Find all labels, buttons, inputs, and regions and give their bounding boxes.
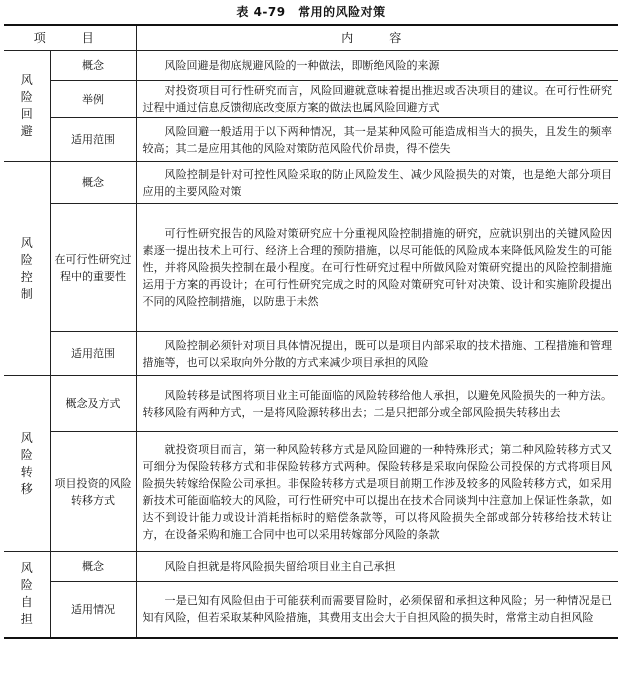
category-char: 移	[20, 481, 33, 496]
item-cell: 概念	[50, 51, 136, 81]
item-cell: 概念	[50, 162, 136, 204]
category-char: 险	[20, 447, 33, 462]
category-char: 风	[20, 235, 33, 250]
category-char: 担	[20, 612, 33, 627]
category-char: 自	[20, 595, 33, 610]
content-cell: 风险转移是试图将项目业主可能面临的风险转移给他人承担，以避免风险损失的一种方法。转移风险有两种方式，一是将风险源转移出去；二是只把部分或全部风险损失转移出去	[136, 376, 618, 432]
table-row	[4, 376, 618, 432]
content-cell: 一是已知有风险但由于可能获利而需要冒险时，必须保留和承担这种风险；另一种情况是已知有风险，但若采取某种风险措施，其费用支出会大于自担风险的损失时，常常主动自担风险	[136, 582, 618, 638]
item-cell: 适用情况	[50, 582, 136, 638]
category-cell-risk-retention	[4, 552, 50, 638]
category-cell-risk-transfer	[4, 376, 50, 552]
table-row	[4, 204, 618, 332]
category-cell-risk-avoidance	[4, 51, 50, 162]
content-cell: 可行性研究报告的风险对策研究应十分重视风险控制措施的研究，应就识别出的关键风险因素逐一提出技术上可行、经济上合理的预防措施，以尽可能低的风险成本来降低风险发生的可能性，并将风险损失控制在最小程度。在可行性研究过程中所做风险对策研究提出的风险控制措施运用于方案的再设计；在可行性研究完成之时的风险对策研究可针对决策、设计和实施阶段提出不同的风险控制措施，以防患于未然	[136, 204, 618, 332]
content-cell: 就投资项目而言，第一种风险转移方式是风险回避的一种特殊形式；第二种风险转移方式又可细分为保险转移方式和非保险转移方式两种。保险转移是采取向保险公司投保的方式将项目风险损失转嫁给保险公司承担。非保险转移方式是项目前期工作涉及较多的风险转移方式，如采用新技术可能面临较大的风险，可行性研究中可以提出在技术合同谈判中注意加上保证性条款，如达不到设计能力或设计消耗指标时的赔偿条款等，可以将风险损失全部或部分转移给技术转让方，在设备采购和施工合同中也可以采用转嫁部分风险的条款	[136, 432, 618, 552]
table-row	[4, 552, 618, 582]
category-char: 险	[20, 90, 33, 104]
category-char: 风	[20, 430, 33, 445]
item-cell: 项目投资的风险转移方式	[50, 432, 136, 552]
header-item: 项 目	[4, 25, 136, 51]
item-cell: 在可行性研究过程中的重要性	[50, 204, 136, 332]
item-cell: 适用范围	[50, 332, 136, 376]
header-content: 内 容	[136, 25, 618, 51]
table-row	[4, 432, 618, 552]
table-row	[4, 118, 618, 162]
table-row	[4, 51, 618, 81]
item-cell: 举例	[50, 81, 136, 118]
item-cell: 适用范围	[50, 118, 136, 162]
table-row	[4, 332, 618, 376]
category-char: 回	[20, 107, 33, 121]
category-char: 风	[20, 73, 33, 87]
content-cell: 风险回避是彻底规避风险的一种做法，即断绝风险的来源	[136, 51, 618, 81]
table-row	[4, 162, 618, 204]
category-cell-risk-control	[4, 162, 50, 376]
table-row	[4, 81, 618, 118]
category-char: 制	[20, 286, 33, 301]
risk-countermeasures-table	[4, 24, 618, 639]
category-char: 控	[20, 269, 33, 284]
category-char: 风	[20, 561, 33, 576]
category-char: 险	[20, 578, 33, 593]
content-cell: 风险回避一般适用于以下两种情况，其一是某种风险可能造成相当大的损失，且发生的频率较高；其二是应用其他的风险对策防范风险代价昂贵，得不偿失	[136, 118, 618, 162]
category-char: 险	[20, 252, 33, 267]
content-cell: 风险控制必须针对项目具体情况提出，既可以是项目内部采取的技术措施、工程措施和管理措施等，也可以采取向外分散的方式来减少项目承担的风险	[136, 332, 618, 376]
table-title: 表 4-79 常用的风险对策	[236, 5, 386, 19]
category-char: 转	[20, 464, 33, 479]
category-char: 避	[20, 124, 33, 138]
item-cell: 概念及方式	[50, 376, 136, 432]
content-cell: 对投资项目可行性研究而言，风险回避就意味着提出推迟或否决项目的建议。在可行性研究过程中通过信息反馈彻底改变原方案的做法也属风险回避方式	[136, 81, 618, 118]
item-cell: 概念	[50, 552, 136, 582]
content-cell: 风险自担就是将风险损失留给项目业主自己承担	[136, 552, 618, 582]
content-cell: 风险控制是针对可控性风险采取的防止风险发生、减少风险损失的对策，也是绝大部分项目应用的主要风险对策	[136, 162, 618, 204]
table-row	[4, 582, 618, 638]
header-row	[4, 25, 618, 51]
table-body	[4, 51, 618, 638]
